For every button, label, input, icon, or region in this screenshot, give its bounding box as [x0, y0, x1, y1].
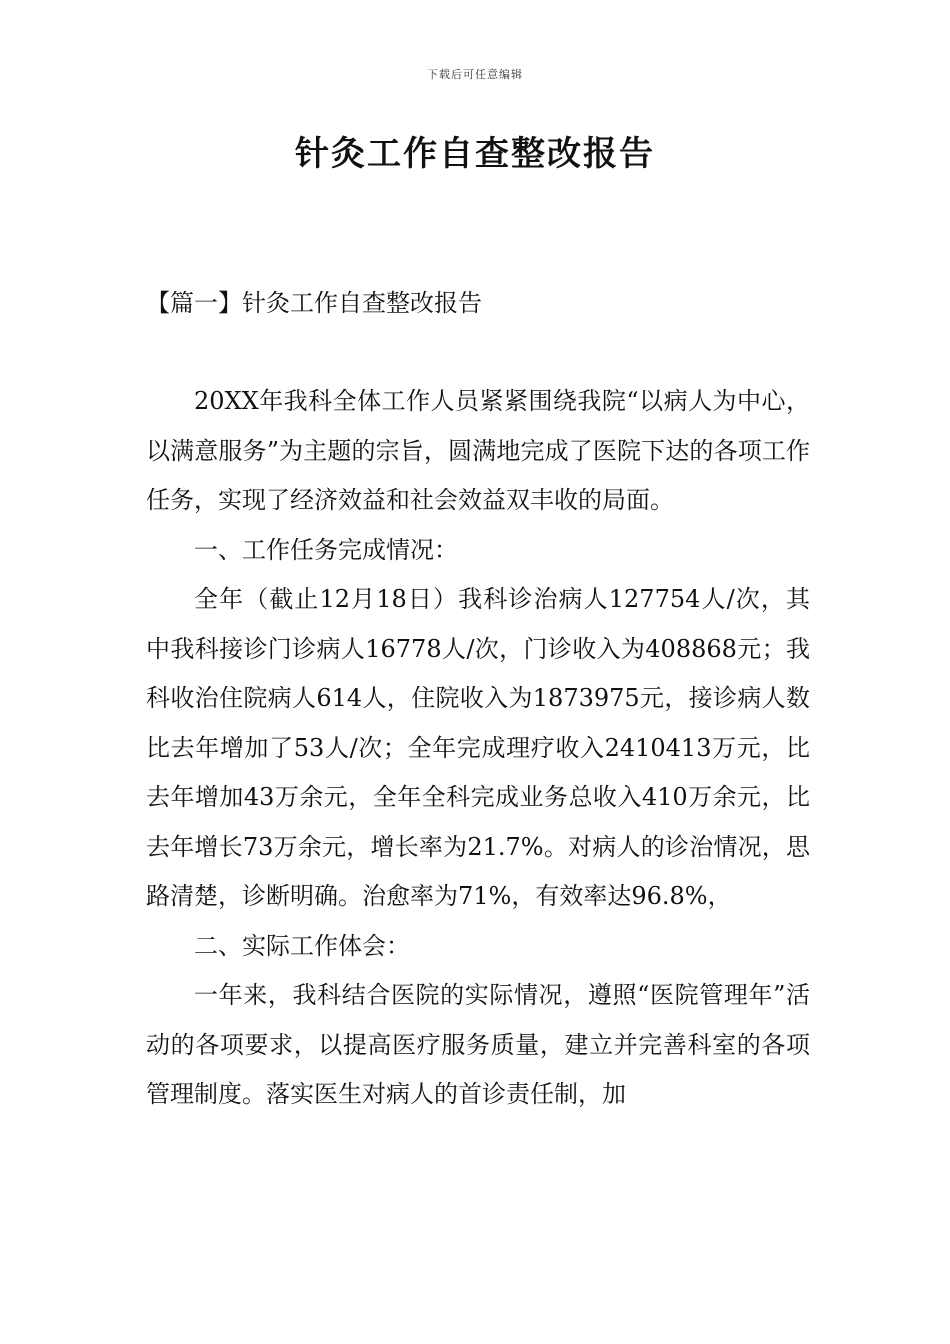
paragraph-statistics: 全年（截止12月18日）我科诊治病人127754人/次，其中我科接诊门诊病人16778人/次，门诊收入为408868元；我科收治住院病人614人，住院收入为1873975元，接诊病人数比去年增加了53人/次；全年完成理疗收入2410413万元，比去年增加43万余元，全年全科完成业务总收入410万余元，比去年增长73万余元，增长率为21.7%。对病人的诊治情况，思路清楚，诊断明确。治愈率为71%，有效率达96.8%，: [146, 585, 810, 910]
body-text: [146, 377, 810, 1120]
document-title: 针灸工作自查整改报告: [295, 134, 655, 174]
paragraph-heading-2: 二、实际工作体会：: [194, 931, 410, 960]
header-note: 下载后可任意编辑: [427, 68, 523, 81]
section-heading: 【篇一】针灸工作自查整改报告: [146, 289, 482, 317]
paragraph-heading-1: 一、工作任务完成情况：: [194, 535, 458, 564]
paragraph-intro: 20XX年我科全体工作人员紧紧围绕我院“以病人为中心，以满意服务”为主题的宗旨，圆满地完成了医院下达的各项工作任务，实现了经济效益和社会效益双丰收的局面。: [146, 387, 810, 514]
paragraph-experience: 一年来，我科结合医院的实际情况，遵照“医院管理年”活动的各项要求，以提高医疗服务质量，建立并完善科室的各项管理制度。落实医生对病人的首诊责任制，加: [146, 981, 810, 1108]
